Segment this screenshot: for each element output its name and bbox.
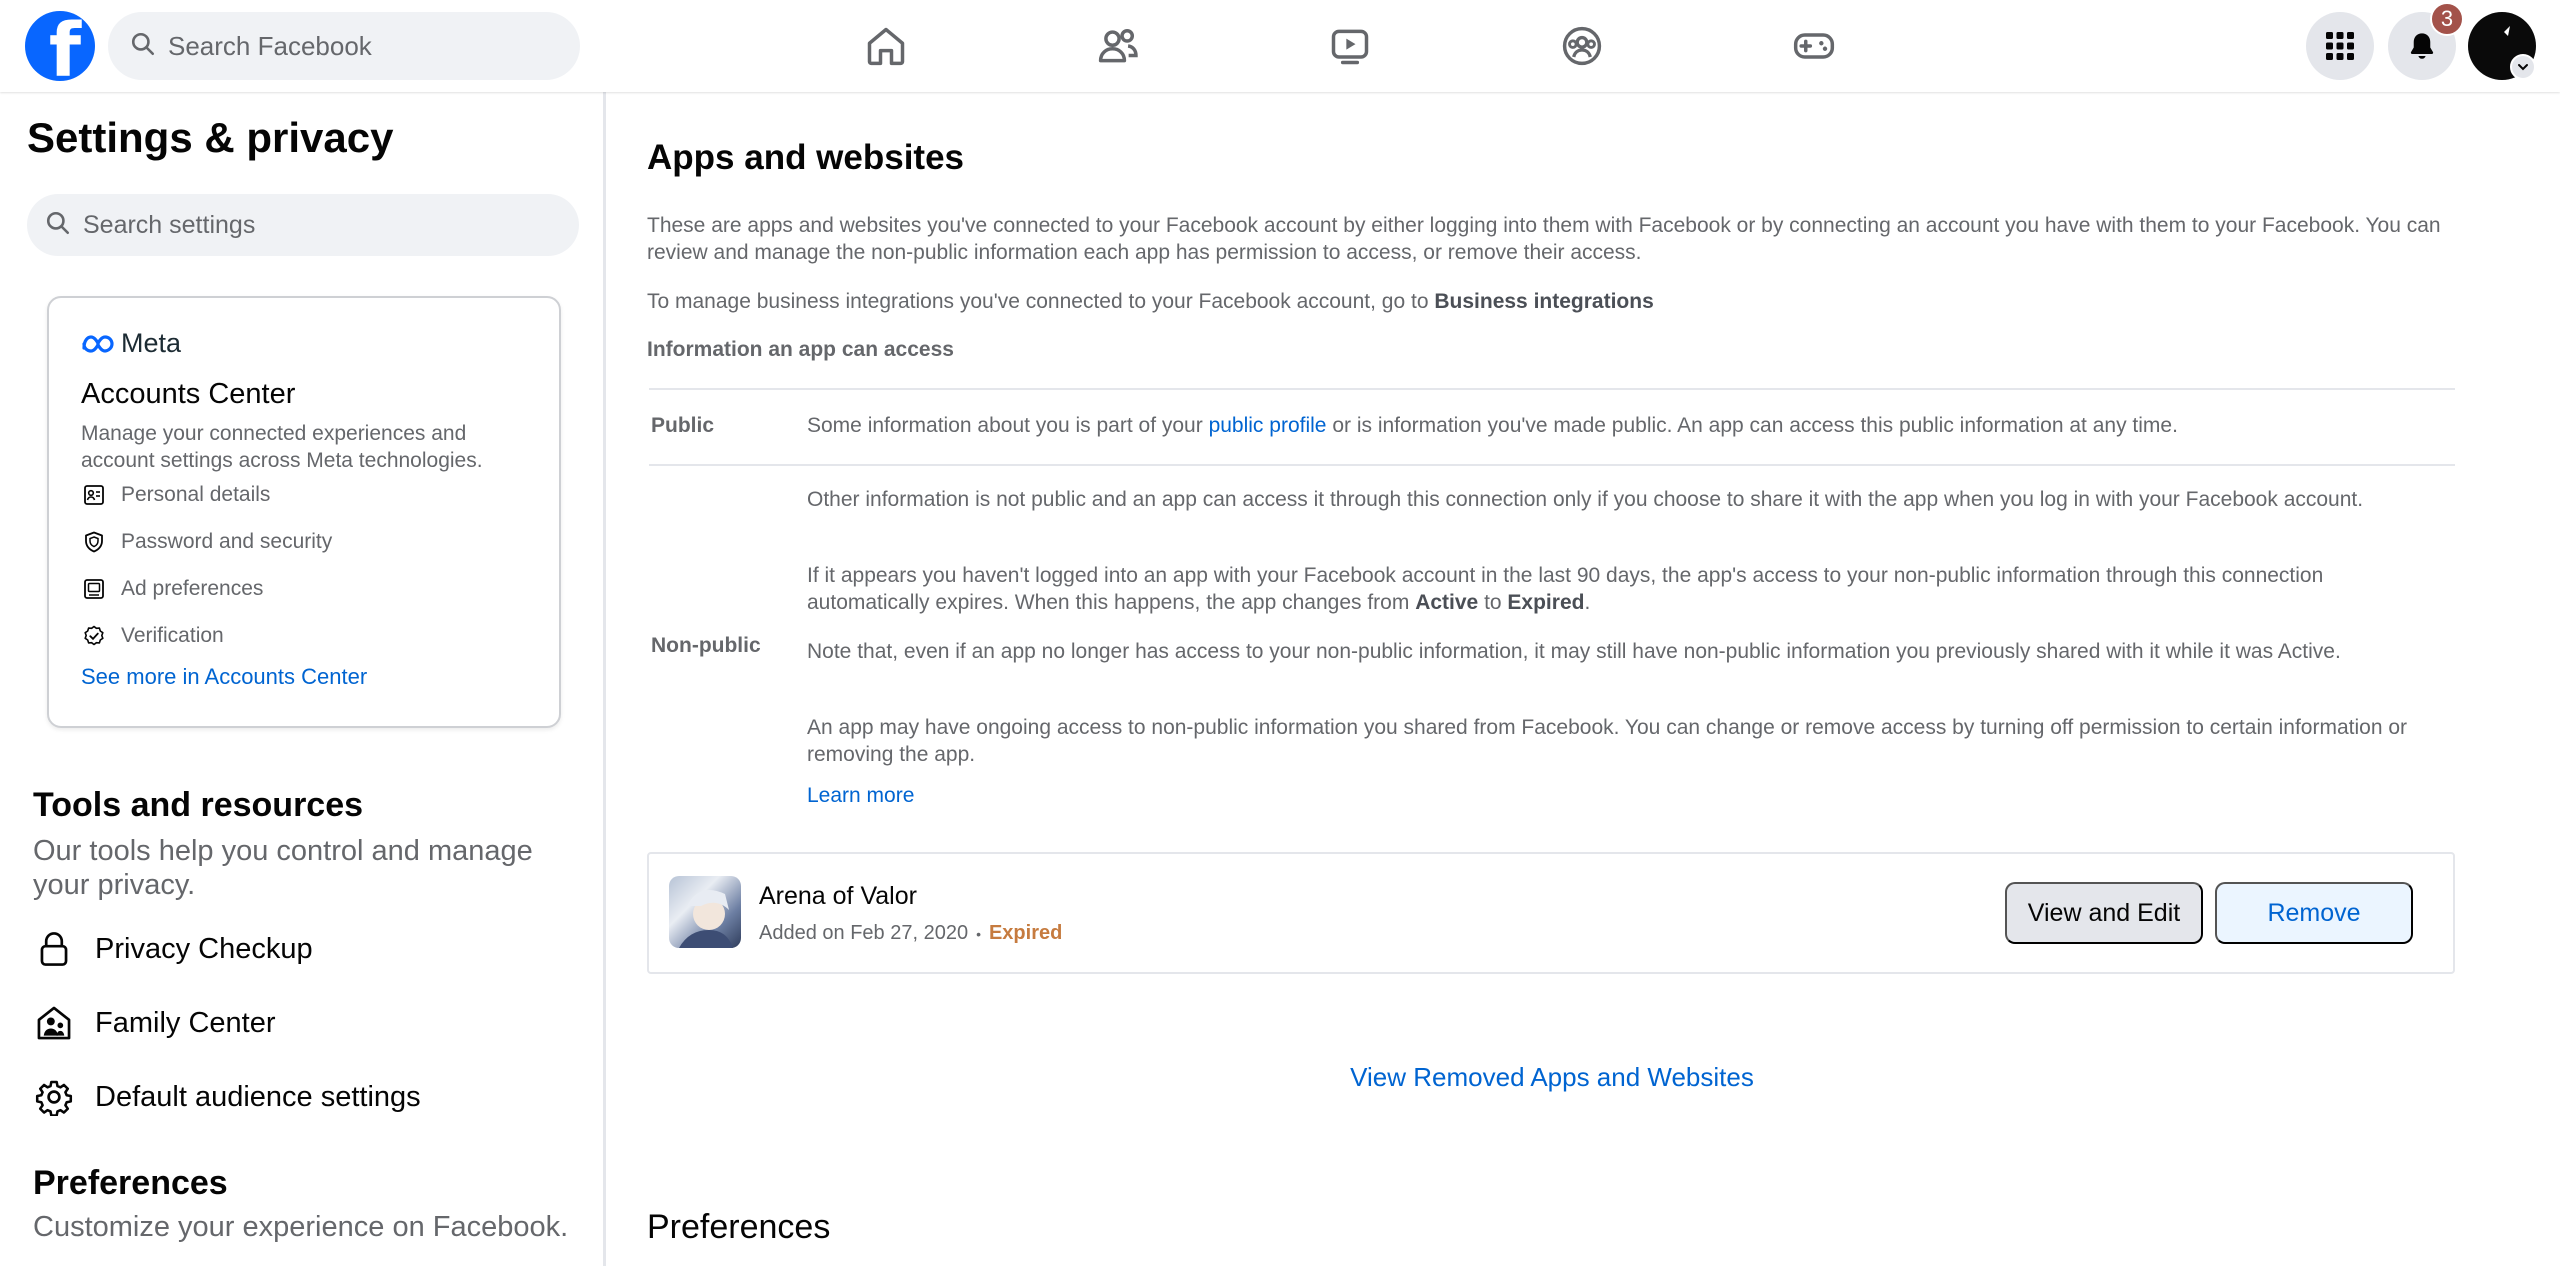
public-text-after: or is information you've made public. An app can access this public information at any time. <box>1332 414 2178 437</box>
home-icon[interactable] <box>770 0 1002 92</box>
page-title: Settings & privacy <box>27 114 394 161</box>
p2-text: If it appears you haven't logged into an app with your Facebook account in the last 90 days, the app's access to your non-public information through this connection automatically expires. When this happens, the app changes from <box>807 564 2324 614</box>
gaming-icon[interactable] <box>1698 0 1930 92</box>
p2-to: to <box>1484 591 1502 614</box>
meta-infinity-icon <box>81 334 115 354</box>
notification-count-badge: 3 <box>2430 2 2464 36</box>
gear-icon <box>33 1076 75 1118</box>
view-removed-apps-link[interactable]: View Removed Apps and Websites <box>1350 1062 1754 1092</box>
accounts-center-title: Accounts Center <box>81 378 296 410</box>
public-label: Public <box>651 414 715 437</box>
monitor-icon <box>81 576 107 602</box>
section-description: These are apps and websites you've connected to your Facebook account by either logging into them with Facebook or by connecting an account you have with them to your Facebook. You can review and manage the non-public information each app has permission to access, or remove their access. <box>647 214 2441 264</box>
settings-search-placeholder: Search settings <box>83 210 256 239</box>
section-title: Apps and websites <box>647 138 965 177</box>
verified-badge-icon <box>81 623 107 649</box>
privacy-checkup-label: Privacy Checkup <box>95 932 313 965</box>
grid-menu-icon <box>2325 31 2355 61</box>
shield-icon <box>81 529 107 555</box>
p2-expired: Expired <box>1507 591 1585 614</box>
info-access-table <box>649 388 2455 850</box>
non-public-row <box>649 466 2455 850</box>
friends-icon[interactable] <box>1002 0 1234 92</box>
ac-item-label: Personal details <box>121 483 271 506</box>
settings-search-input[interactable] <box>27 194 579 256</box>
id-card-icon <box>81 482 107 508</box>
app-list-item <box>647 852 2455 974</box>
ac-item-personal-details[interactable] <box>81 482 270 508</box>
non-public-paragraph-4: An app may have ongoing access to non-public information you shared from Facebook. You can change or remove access by turning off permission to certain information or removing the app. <box>807 716 2408 766</box>
default-audience-label: Default audience settings <box>95 1080 421 1113</box>
see-more-accounts-center-link[interactable]: See more in Accounts Center <box>81 664 368 689</box>
meta-separator: • <box>976 925 981 942</box>
search-icon <box>45 210 71 241</box>
p2-end: . <box>1584 591 1591 614</box>
non-public-label: Non-public <box>651 634 761 657</box>
app-meta <box>759 922 1062 945</box>
business-note-text: To manage business integrations you've connected to your Facebook account, go to <box>647 290 1429 313</box>
public-profile-link[interactable]: public profile <box>1208 414 1327 437</box>
family-center-label: Family Center <box>95 1006 276 1039</box>
lock-icon <box>33 928 75 970</box>
top-navigation-bar <box>0 0 2560 92</box>
ac-item-ad-preferences[interactable] <box>81 576 263 602</box>
facebook-logo-letter: f <box>48 11 82 81</box>
meta-wordmark: Meta <box>121 328 182 358</box>
account-chevron-down-icon[interactable] <box>2510 54 2536 80</box>
public-description <box>807 414 2178 438</box>
facebook-search-placeholder: Search Facebook <box>168 30 372 61</box>
default-audience-settings-item[interactable] <box>33 1076 421 1118</box>
remove-button[interactable]: Remove <box>2215 882 2413 944</box>
ac-item-label: Password and security <box>121 530 333 553</box>
tools-resources-subtitle: Our tools help you control and manage your privacy. <box>33 835 533 901</box>
tools-resources-heading: Tools and resources <box>33 786 364 824</box>
facebook-search-input[interactable] <box>108 12 580 80</box>
accounts-center-description: Manage your connected experiences and account settings across Meta technologies. <box>81 422 483 472</box>
business-integrations-note <box>647 290 1654 314</box>
p2-active: Active <box>1415 591 1479 614</box>
ac-item-verification[interactable] <box>81 623 224 649</box>
facebook-logo[interactable] <box>25 11 95 81</box>
app-icon <box>669 876 741 948</box>
settings-sidebar <box>0 92 606 1266</box>
apps-websites-panel <box>609 92 2560 1266</box>
public-row <box>649 390 2455 466</box>
app-status-badge: Expired <box>988 922 1063 944</box>
main-nav-tabs <box>770 0 1930 92</box>
groups-icon[interactable] <box>1466 0 1698 92</box>
ac-item-label: Verification <box>121 624 224 647</box>
preferences-heading: Preferences <box>33 1164 228 1202</box>
non-public-paragraph-1: Other information is not public and an app can access it through this connection only if you choose to share it with the app when you log in with your Facebook account. <box>807 488 2364 511</box>
watch-icon[interactable] <box>1234 0 1466 92</box>
privacy-checkup-item[interactable] <box>33 928 313 970</box>
search-icon <box>130 31 156 62</box>
ac-item-password-security[interactable] <box>81 529 332 555</box>
view-and-edit-button[interactable]: View and Edit <box>2005 882 2203 944</box>
bell-icon <box>2406 30 2438 62</box>
info-access-heading: Information an app can access <box>647 338 954 361</box>
public-text-before: Some information about you is part of your <box>807 414 1203 437</box>
family-center-item[interactable] <box>33 1002 276 1044</box>
app-added-date: Added on Feb 27, 2020 <box>759 922 969 944</box>
preferences-subtitle: Customize your experience on Facebook. <box>33 1211 569 1243</box>
app-name: Arena of Valor <box>759 882 917 910</box>
meta-logo <box>81 328 181 359</box>
learn-more-link[interactable]: Learn more <box>807 784 915 807</box>
ac-item-label: Ad preferences <box>121 577 264 600</box>
menu-grid-button[interactable] <box>2306 12 2374 80</box>
accounts-center-card[interactable] <box>47 296 561 728</box>
non-public-paragraph-3: Note that, even if an app no longer has access to your non-public information, it may still have non-public information you previously shared with it while it was Active. <box>807 640 2341 663</box>
non-public-paragraph-2 <box>807 562 2407 616</box>
family-icon <box>33 1002 75 1044</box>
preferences-section-title: Preferences <box>647 1208 831 1246</box>
business-integrations-link[interactable]: Business integrations <box>1434 290 1654 313</box>
